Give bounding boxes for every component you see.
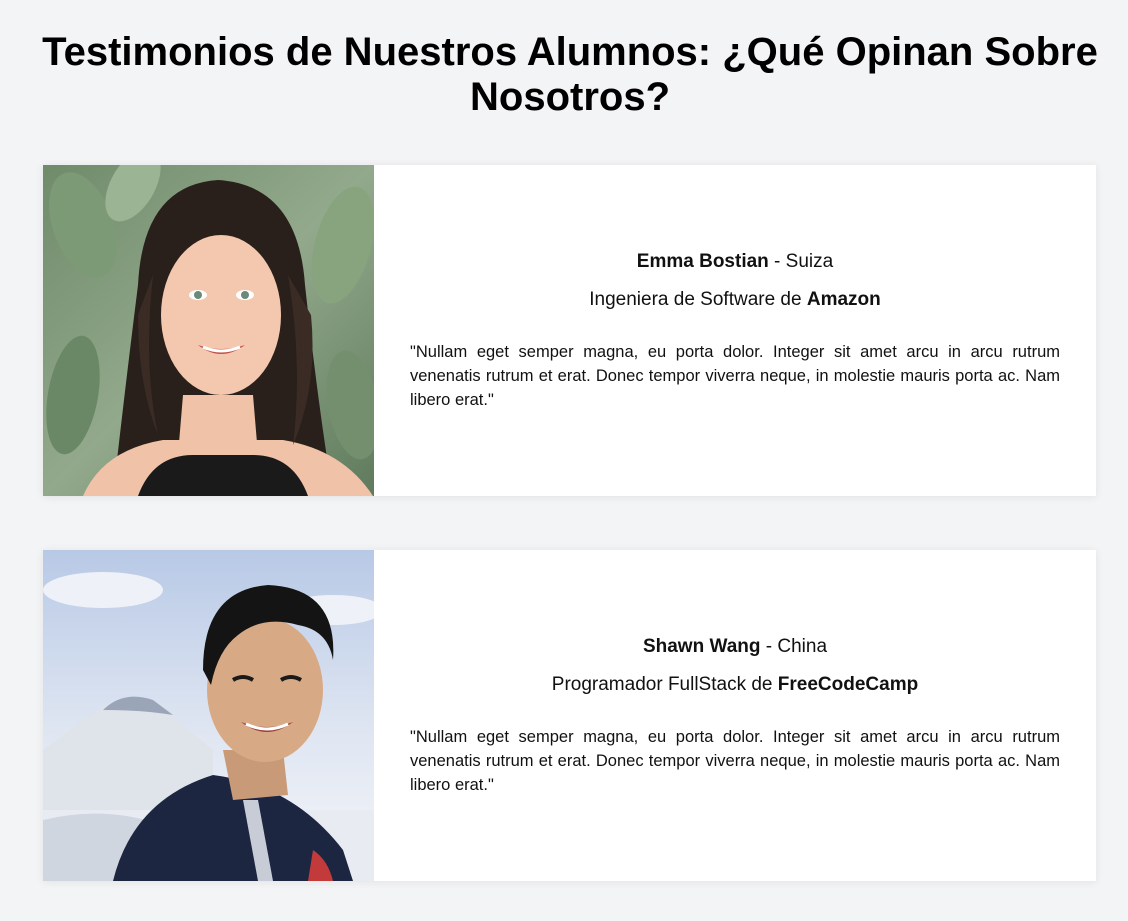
author-company: Amazon — [806, 288, 881, 310]
author-role-line — [552, 673, 918, 697]
author-name: Shawn Wang — [642, 635, 761, 657]
testimonial-photo — [43, 165, 374, 496]
testimonial-card — [43, 550, 1096, 881]
author-company: FreeCodeCamp — [777, 673, 919, 695]
testimonial-photo — [43, 550, 374, 881]
author-role: Ingeniera de Software de — [589, 288, 807, 310]
testimonial-quote: "Nullam eget semper magna, eu porta dolor. Integer sit amet arcu in arcu rutrum venenatis rutrum et erat. Donec tempor viverra neque, in molestie mauris porta ac. Nam libero erat." — [410, 342, 1060, 409]
author-line — [643, 635, 827, 659]
author-name: Emma Bostian — [636, 250, 769, 272]
author-separator: - — [760, 635, 778, 657]
author-country: China — [777, 635, 828, 657]
testimonial-card — [43, 165, 1096, 496]
author-country: Suiza — [785, 250, 834, 272]
testimonial-quote: "Nullam eget semper magna, eu porta dolor. Integer sit amet arcu in arcu rutrum venenatis rutrum et erat. Donec tempor viverra neque, in molestie mauris porta ac. Nam libero erat." — [410, 727, 1060, 794]
page-title: Testimonios de Nuestros Alumnos: ¿Qué Opinan Sobre Nosotros? — [42, 30, 1098, 119]
portrait-image — [43, 165, 374, 496]
author-line — [637, 250, 833, 274]
author-separator: - — [768, 250, 786, 272]
testimonial-content — [374, 550, 1096, 881]
testimonial-content — [374, 165, 1096, 496]
portrait-image — [43, 550, 374, 881]
author-role-line — [589, 288, 881, 312]
author-role: Programador FullStack de — [551, 673, 778, 695]
